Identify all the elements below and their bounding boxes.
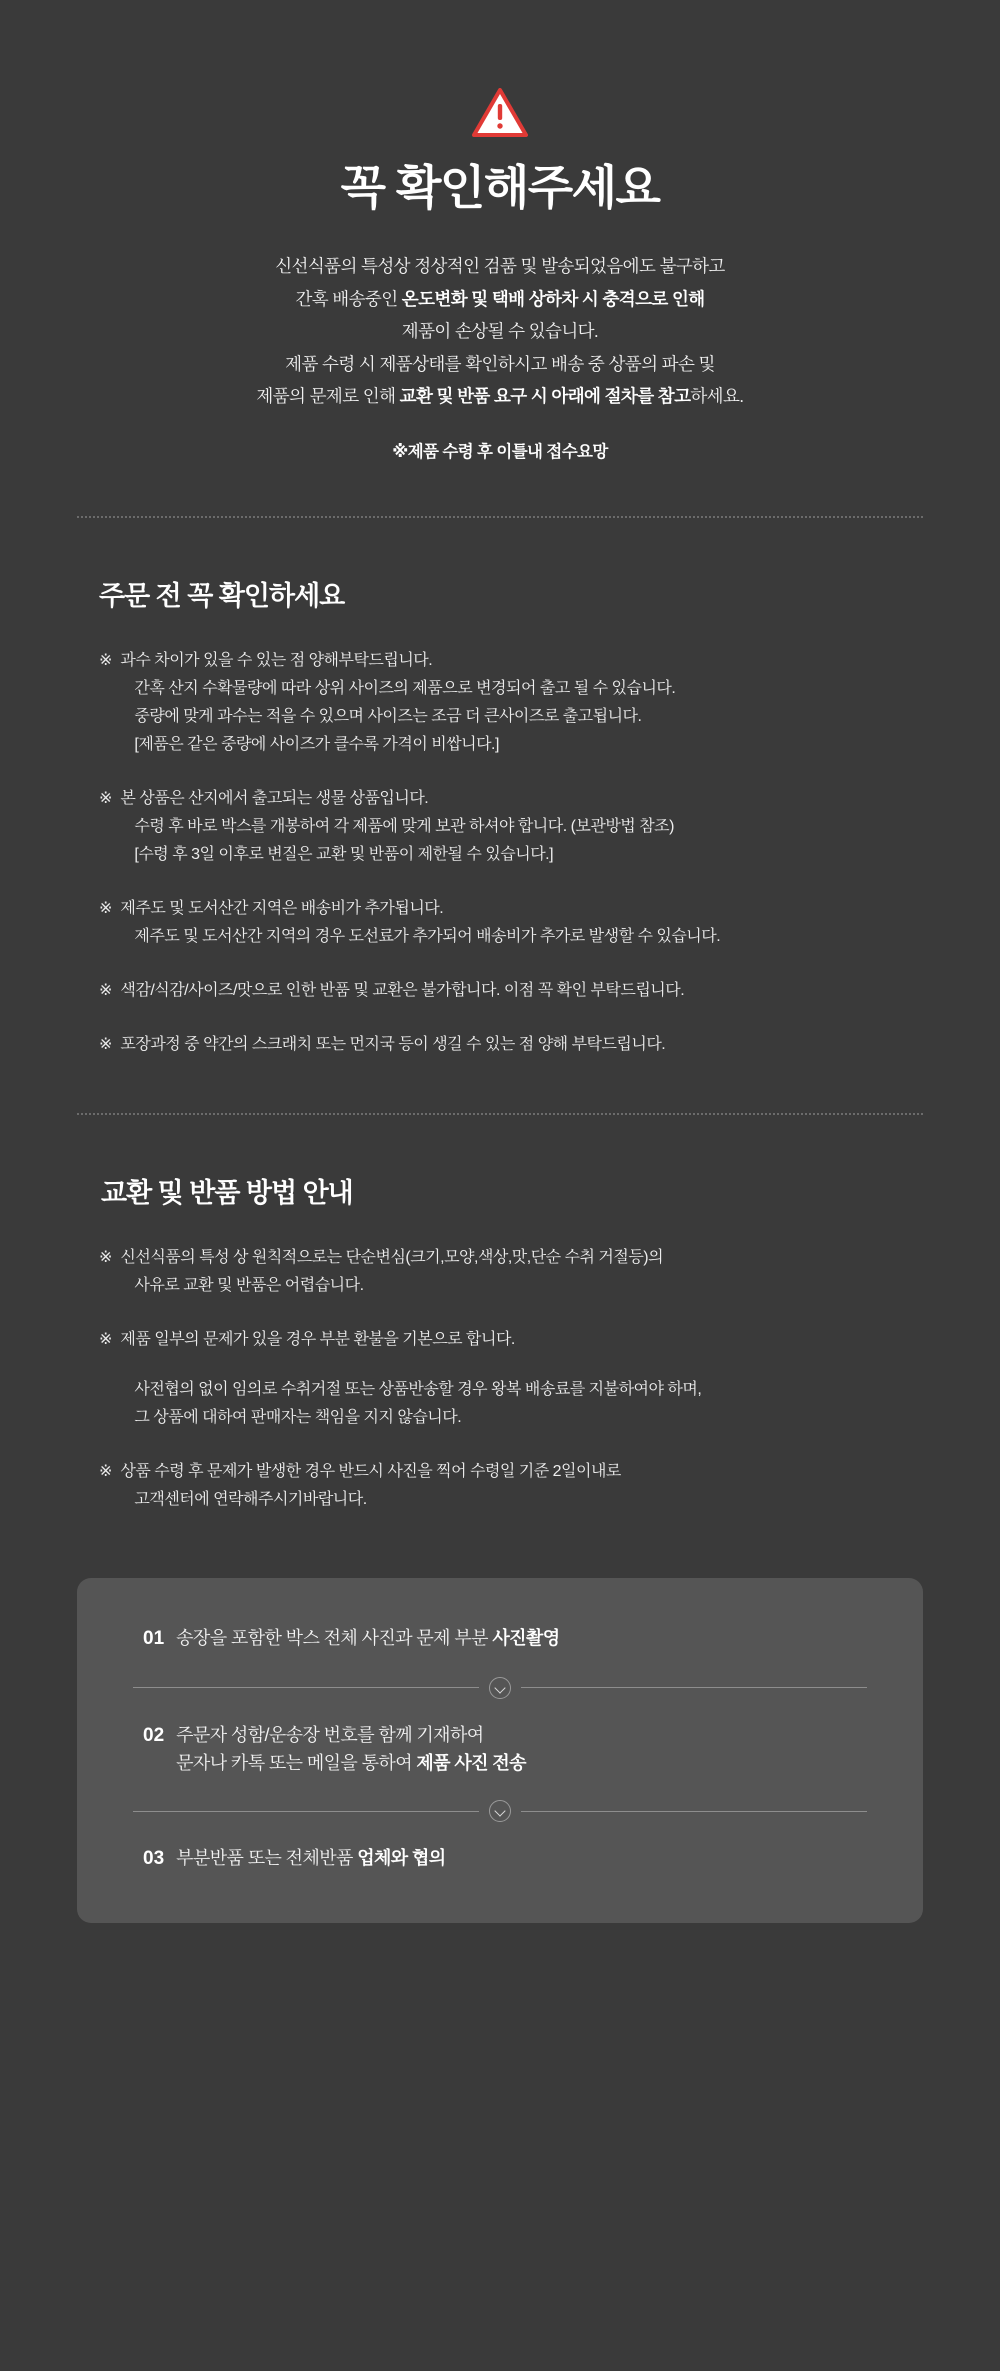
list-line: 과수 차이가 있을 수 있는 점 양해부탁드립니다. <box>120 652 433 670</box>
bullet-mark: ※ <box>99 1249 113 1267</box>
step-text-line-2-bold: 제품 사진 전송 <box>416 1753 526 1774</box>
list-line: 중량에 맞게 과수는 적을 수 있으며 사이즈는 조금 더 큰사이즈로 출고됩니다. <box>134 708 642 726</box>
steps-panel <box>77 1578 923 1922</box>
list-item-lines <box>120 1326 923 1432</box>
warning-lead-text <box>0 250 1000 412</box>
list-line-spacer <box>120 1354 923 1376</box>
bullet-mark: ※ <box>99 1331 113 1349</box>
divider-bar-left <box>133 1687 479 1688</box>
step-item-01 <box>133 1618 867 1660</box>
list-item <box>77 1458 923 1514</box>
list-line: 포장과정 중 약간의 스크래치 또는 먼지국 등이 생길 수 있는 점 양해 부탁드립니다. <box>120 1036 666 1054</box>
list-line: 색감/식감/사이즈/맛으로 인한 반품 및 교환은 불가합니다. 이점 꼭 확인 부탁드립니다. <box>120 982 685 1000</box>
step-text-plain: 송장을 포함한 박스 전체 사진과 문제 부분 <box>176 1628 493 1649</box>
step-item-02 <box>133 1715 867 1785</box>
list-item-lines <box>120 647 923 759</box>
bullet-mark: ※ <box>99 1036 113 1054</box>
section-title-order: 주문 전 꼭 확인하세요 <box>99 581 345 612</box>
list-line: 간혹 산지 수확물량에 따라 상위 사이즈의 제품으로 변경되어 출고 될 수 있습니다. <box>134 680 676 698</box>
list-line: 제품 일부의 문제가 있을 경우 부분 환불을 기본으로 합니다. <box>120 1331 515 1349</box>
divider-middle <box>77 1113 923 1115</box>
list-item <box>77 647 923 759</box>
divider-bar-right <box>521 1811 867 1812</box>
bullet-mark: ※ <box>99 900 113 918</box>
list-item-lines <box>120 1244 923 1300</box>
lead-line-2-plain: 간혹 배송중인 <box>295 288 402 309</box>
list-line: 제주도 및 도서산간 지역은 배송비가 추가됩니다. <box>120 900 444 918</box>
chevron-down-icon <box>489 1677 511 1699</box>
divider-bar-right <box>521 1687 867 1688</box>
list-line: 그 상품에 대하여 판매자는 책임을 지지 않습니다. <box>134 1409 462 1427</box>
step-text-line-1: 주문자 성함/운송장 번호를 함께 기재하여 <box>176 1724 484 1745</box>
list-item-lines <box>120 1458 923 1514</box>
list-line: 수령 후 바로 박스를 개봉하여 각 제품에 맞게 보관 하셔야 합니다. (보관방법 참조) <box>134 818 674 836</box>
list-line: [제품은 같은 중량에 사이즈가 클수록 가격이 비쌉니다.] <box>134 736 499 754</box>
list-line: 제주도 및 도서산간 지역의 경우 도선료가 추가되어 배송비가 추가로 발생할 수 있습니다. <box>134 928 721 946</box>
step-divider <box>133 1800 867 1822</box>
lead-line-3: 제품이 손상될 수 있습니다. <box>401 321 599 342</box>
list-item-lines <box>120 977 923 1005</box>
lead-line-1: 신선식품의 특성상 정상적인 검품 및 발송되었음에도 불구하고 <box>275 256 725 277</box>
step-number: 03 <box>143 1848 165 1870</box>
warning-triangle-icon <box>472 88 528 138</box>
bullet-mark: ※ <box>99 790 113 808</box>
bottom-spacer <box>0 1923 1000 2043</box>
lead-line-5-tail: 하세요. <box>690 385 744 406</box>
list-item <box>77 1244 923 1300</box>
chevron-down-icon <box>489 1800 511 1822</box>
list-line: 사유로 교환 및 반품은 어렵습니다. <box>134 1277 364 1295</box>
page-title: 꼭 확인해주세요 <box>340 161 660 214</box>
list-item <box>77 977 923 1005</box>
list-item <box>77 1326 923 1432</box>
lead-line-2 <box>0 283 1000 315</box>
list-line: [수령 후 3일 이후로 변질은 교환 및 반품이 제한될 수 있습니다.] <box>134 846 554 864</box>
lead-line-5-bold: 교환 및 반품 요구 시 아래에 절차를 참고 <box>399 385 691 406</box>
step-text-bold: 사진촬영 <box>492 1628 560 1649</box>
receipt-note: ※제품 수령 후 이틀내 접수요망 <box>392 443 608 462</box>
divider-top <box>77 516 923 518</box>
list-line: 본 상품은 산지에서 출고되는 생물 상품입니다. <box>120 790 429 808</box>
step-text-bold: 업체와 협의 <box>357 1848 446 1869</box>
step-text <box>176 1721 526 1779</box>
list-item <box>77 1031 923 1059</box>
step-text <box>176 1624 559 1653</box>
lead-line-5 <box>0 380 1000 412</box>
section-exchange-return <box>77 1171 923 1514</box>
list-line: 신선식품의 특성 상 원칙적으로는 단순변심(크기,모양,색상,맛,단순 수취 거절등)의 <box>120 1249 664 1267</box>
bullet-mark: ※ <box>99 1463 113 1481</box>
list-item <box>77 895 923 951</box>
divider-bar-left <box>133 1811 479 1812</box>
step-divider <box>133 1677 867 1699</box>
section-order-notice <box>77 574 923 1059</box>
step-text-line-2 <box>176 1749 526 1778</box>
list-item-lines <box>120 785 923 869</box>
step-number: 01 <box>143 1628 165 1650</box>
list-line: 고객센터에 연락해주시기바랍니다. <box>134 1491 367 1509</box>
step-text-line-2-plain: 문자나 카톡 또는 메일을 통하여 <box>176 1753 417 1774</box>
step-text-plain: 부분반품 또는 전체반품 <box>176 1848 358 1869</box>
list-line: 사전협의 없이 임의로 수취거절 또는 상품반송할 경우 왕복 배송료를 지불하여야 하며, <box>134 1381 702 1399</box>
list-item <box>77 785 923 869</box>
lead-line-5-plain: 제품의 문제로 인해 <box>256 385 400 406</box>
step-text <box>176 1844 445 1873</box>
bullet-mark: ※ <box>99 652 113 670</box>
list-line: 상품 수령 후 문제가 발생한 경우 반드시 사진을 찍어 수령일 기준 2일이내로 <box>120 1463 621 1481</box>
bullet-mark: ※ <box>99 982 113 1000</box>
lead-line-2-bold: 온도변화 및 택배 상하차 시 충격으로 인해 <box>401 288 705 309</box>
section-title-exchange: 교환 및 반품 방법 안내 <box>101 1178 353 1209</box>
step-item-03 <box>133 1838 867 1880</box>
lead-line-4: 제품 수령 시 제품상태를 확인하시고 배송 중 상품의 파손 및 <box>285 353 715 374</box>
list-item-lines <box>120 895 923 951</box>
warning-header <box>0 0 1000 462</box>
list-item-lines <box>120 1031 923 1059</box>
step-number: 02 <box>143 1724 165 1746</box>
